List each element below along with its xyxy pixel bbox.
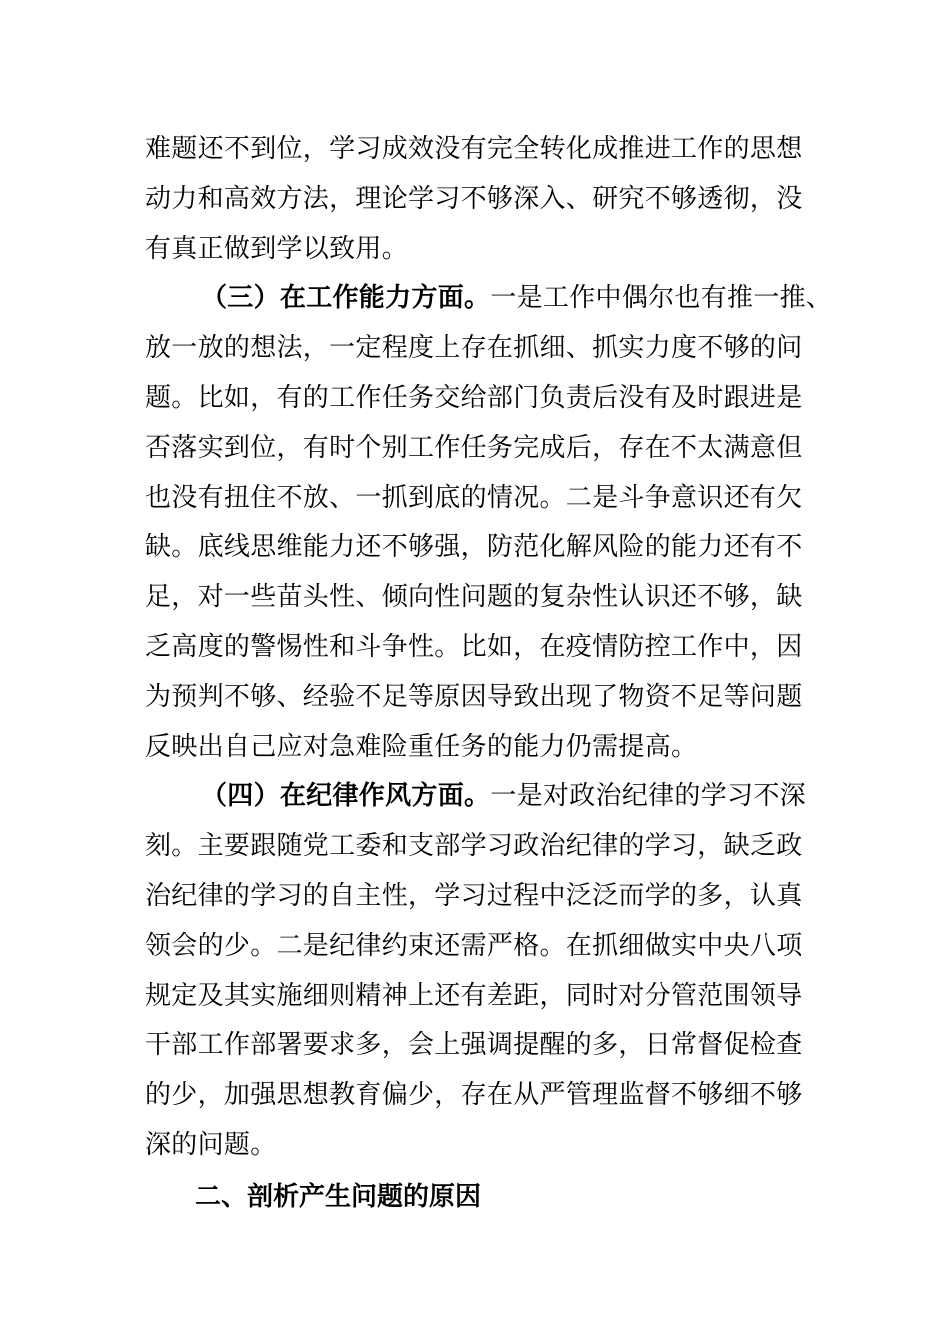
text-line: 为预判不够、经验不足等原因导致出现了物资不足等问题 <box>145 681 803 712</box>
text-line: 题。比如，有的工作任务交给部门负责后没有及时跟进是 <box>145 382 803 413</box>
text-line: 否落实到位，有时个别工作任务完成后，存在不太满意但 <box>145 432 803 463</box>
text-run: 一是对政治纪律的学习不深 <box>490 781 806 812</box>
text-line: 干部工作部署要求多，会上强调提醒的多，日常督促检查 <box>145 1030 803 1061</box>
subheading-work-ability: （三）在工作能力方面。 <box>201 283 491 314</box>
section-heading: 二、剖析产生问题的原因 <box>195 1182 482 1212</box>
paragraph-study-effect <box>145 125 825 274</box>
text-line: 治纪律的学习的自主性，学习过程中泛泛而学的多，认真 <box>145 880 803 911</box>
document-body <box>145 125 833 1171</box>
text-line: 有真正做到学以致用。 <box>145 233 409 264</box>
paragraph-work-ability <box>145 274 833 772</box>
text-line: 领会的少。二是纪律约束还需严格。在抓细做实中央八项 <box>145 930 803 961</box>
subheading-discipline: （四）在纪律作风方面。 <box>201 781 491 812</box>
text-line: 规定及其实施细则精神上还有差距，同时对分管范围领导 <box>145 980 803 1011</box>
text-line: 难题还不到位，学习成效没有完全转化成推进工作的思想 <box>145 134 803 164</box>
text-line: 放一放的想法，一定程度上存在抓细、抓实力度不够的问 <box>145 333 803 364</box>
text-line: 深的问题。 <box>145 1129 277 1160</box>
text-line: 的少，加强思想教育偏少，存在从严管理监督不够细不够 <box>145 1080 803 1111</box>
paragraph-discipline <box>145 772 825 1170</box>
text-line-first <box>145 274 833 324</box>
text-line: 刻。主要跟随党工委和支部学习政治纪律的学习，缺乏政 <box>145 831 803 862</box>
text-line-first <box>145 772 825 822</box>
text-line: 反映出自己应对急难险重任务的能力仍需提高。 <box>145 731 698 762</box>
text-run: 一是工作中偶尔也有推一推、 <box>490 283 833 314</box>
text-line: 足，对一些苗头性、倾向性问题的复杂性认识还不够，缺 <box>145 582 803 613</box>
text-line: 缺。底线思维能力还不够强，防范化解风险的能力还有不 <box>145 532 803 563</box>
text-line: 也没有扭住不放、一抓到底的情况。二是斗争意识还有欠 <box>145 482 803 513</box>
text-line: 动力和高效方法，理论学习不够深入、研究不够透彻，没 <box>145 183 803 214</box>
text-line: 乏高度的警惕性和斗争性。比如，在疫情防控工作中，因 <box>145 631 803 662</box>
